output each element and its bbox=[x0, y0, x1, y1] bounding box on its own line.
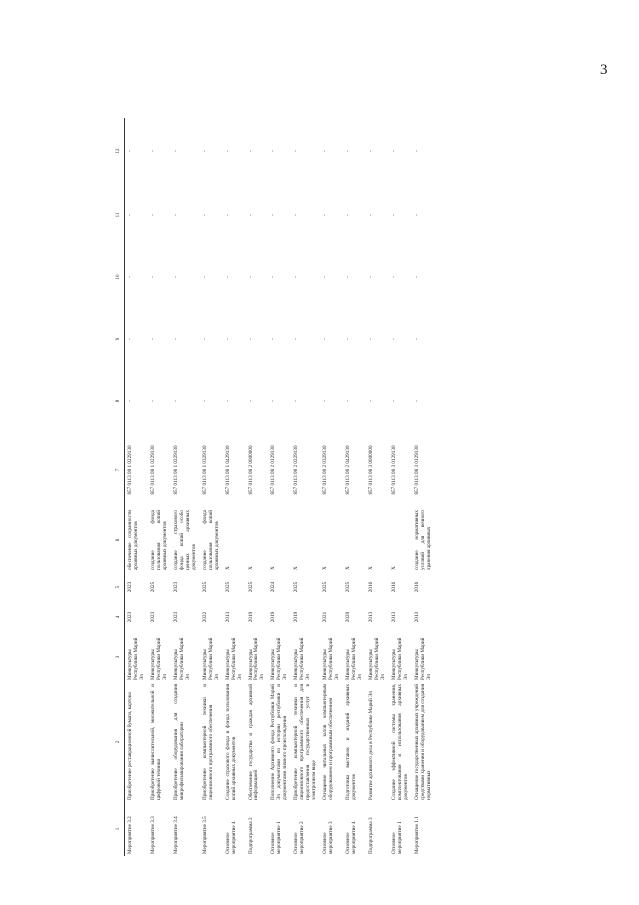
table-row bbox=[291, 118, 320, 856]
result-cell: X bbox=[368, 566, 374, 570]
column-header: 12 bbox=[114, 118, 125, 184]
budget-code-cell: 857 0113 08 2 0329130 bbox=[322, 445, 329, 495]
table-row bbox=[125, 118, 148, 856]
value-cell: - bbox=[322, 400, 329, 402]
value-cell: - bbox=[368, 276, 374, 278]
value-cell: - bbox=[127, 150, 133, 152]
responsible-cell: Минкультуры Республики Марий Эл bbox=[270, 637, 289, 680]
budget-code-cell: 857 0113 08 2 0429130 bbox=[345, 445, 352, 495]
value-cell: - bbox=[368, 150, 374, 152]
budget-code-cell: 857 0113 08 2 0000000 bbox=[247, 445, 254, 495]
value-cell: - bbox=[413, 338, 420, 340]
row-name-cell: Приобретение оборудования для создания микрофильмирования лаборатории bbox=[172, 684, 185, 800]
row-name-cell: Приобретение реставрационной бумаги, картона bbox=[127, 692, 133, 800]
value-cell: - bbox=[224, 150, 231, 152]
budget-code-cell: 857 0113 08 1 0229130 bbox=[127, 445, 133, 495]
value-cell: - bbox=[224, 400, 231, 402]
value-cell: - bbox=[172, 276, 179, 278]
result-cell: создание нормативных условий для вечного хранения архивных bbox=[413, 510, 432, 570]
start-year-cell: 2022 bbox=[201, 611, 208, 623]
result-cell: X bbox=[224, 566, 231, 570]
responsible-cell: Минкультуры Республики Марий Эл bbox=[390, 637, 409, 680]
row-code-cell: Мероприятие 1.1 bbox=[413, 816, 420, 854]
column-header: 6 bbox=[114, 508, 125, 572]
column-header: 4 bbox=[114, 602, 125, 632]
end-year-cell: 2025 bbox=[345, 581, 352, 593]
row-code-cell: Мероприятие 3.4 bbox=[172, 816, 179, 854]
table-row bbox=[200, 118, 223, 856]
responsible-cell: Минкультуры Республики Марий Эл bbox=[368, 637, 386, 680]
responsible-cell: Минкультуры Республики Марий Эл bbox=[127, 637, 145, 680]
budget-code-cell: 857 0113 08 3 0000000 bbox=[368, 445, 374, 495]
column-header: 10 bbox=[114, 246, 125, 308]
responsible-cell: Минкультуры Республики Марий Эл bbox=[322, 637, 341, 680]
column-header: 5 bbox=[114, 572, 125, 602]
value-cell: - bbox=[345, 400, 352, 402]
value-cell: - bbox=[172, 400, 179, 402]
row-name-cell: Пополнение Архивного фонда Республики Марий Эл документами по истории республики и документами личного происхождения bbox=[270, 684, 289, 800]
value-cell: - bbox=[322, 150, 329, 152]
value-cell: - bbox=[224, 276, 231, 278]
start-year-cell: 2020 bbox=[345, 611, 352, 623]
row-name-cell: Развитие архивного дела в Республике Марий Эл bbox=[368, 691, 374, 800]
responsible-cell: Минкультуры Республики Марий Эл bbox=[413, 637, 432, 680]
value-cell: - bbox=[224, 214, 231, 216]
value-cell: - bbox=[224, 338, 231, 340]
end-year-cell: 2025 bbox=[201, 581, 208, 593]
value-cell: - bbox=[127, 276, 133, 278]
value-cell: - bbox=[201, 400, 208, 402]
row-code-cell: Основное мероприятие 2 bbox=[293, 821, 306, 854]
result-cell: X bbox=[390, 566, 397, 570]
value-cell: - bbox=[149, 150, 156, 152]
value-cell: - bbox=[270, 276, 277, 278]
result-cell: создание фонда пользования копий архивных документов bbox=[201, 510, 220, 570]
value-cell: - bbox=[270, 400, 277, 402]
rotated-table-container bbox=[114, 118, 558, 856]
value-cell: - bbox=[293, 150, 300, 152]
row-name-cell: Оснащение государственных архивных учреждений средствами хранения и оборудованием для создания нормативных bbox=[413, 684, 432, 800]
value-cell: - bbox=[149, 214, 156, 216]
table-row bbox=[148, 118, 171, 856]
table-row bbox=[389, 118, 412, 856]
value-cell: - bbox=[345, 214, 352, 216]
value-cell: - bbox=[390, 338, 397, 340]
row-code-cell: Основное мероприятие 4 bbox=[345, 821, 358, 854]
row-code-cell: Мероприятие 3.2 bbox=[127, 816, 133, 854]
start-year-cell: 2021 bbox=[322, 611, 329, 623]
end-year-cell: 2025 bbox=[322, 581, 329, 593]
value-cell: - bbox=[201, 150, 208, 152]
start-year-cell: 2013 bbox=[413, 611, 420, 623]
result-cell: создание фонда пользования копий архивных документов bbox=[149, 510, 168, 570]
value-cell: - bbox=[368, 400, 374, 402]
budget-code-cell: 857 0113 08 1 0429130 bbox=[224, 445, 231, 495]
value-cell: - bbox=[293, 338, 300, 340]
row-name-cell: Приобретение вычислительной, множительной и цифровой техники bbox=[149, 684, 162, 800]
column-header: 11 bbox=[114, 184, 125, 246]
row-name-cell: Оснащение читальных залов компьютерным оборудованием и программным обеспечением bbox=[322, 684, 335, 800]
value-cell: - bbox=[322, 276, 329, 278]
value-cell: - bbox=[247, 150, 254, 152]
value-cell: - bbox=[413, 150, 420, 152]
value-cell: - bbox=[390, 150, 397, 152]
table-row bbox=[223, 118, 246, 856]
start-year-cell: 2023 bbox=[172, 611, 179, 623]
row-code-cell: Основное мероприятие 1 bbox=[270, 821, 283, 854]
value-cell: - bbox=[127, 214, 133, 216]
budget-code-cell: 857 0113 08 1 0329130 bbox=[201, 445, 208, 495]
responsible-cell: Минкультуры Республики Марий Эл bbox=[345, 637, 364, 680]
value-cell: - bbox=[345, 276, 352, 278]
result-cell: создание страхового фонда копий особо ценных архивных документов bbox=[172, 510, 197, 570]
value-cell: - bbox=[149, 338, 156, 340]
value-cell: - bbox=[345, 150, 352, 152]
end-year-cell: 2016 bbox=[390, 581, 397, 593]
end-year-cell: 2025 bbox=[149, 581, 156, 593]
column-header: 7 bbox=[114, 432, 125, 508]
row-code-cell: Основное мероприятие 4 bbox=[224, 821, 237, 854]
value-cell: - bbox=[413, 276, 420, 278]
start-year-cell: 2019 bbox=[270, 611, 277, 623]
value-cell: - bbox=[368, 338, 374, 340]
value-cell: - bbox=[201, 338, 208, 340]
row-code-cell: Основное мероприятие 1 bbox=[390, 821, 403, 854]
value-cell: - bbox=[293, 276, 300, 278]
end-year-cell: 2024 bbox=[270, 581, 277, 593]
value-cell: - bbox=[201, 214, 208, 216]
row-name-cell: Подготовка выставок и изданий архивных документов bbox=[345, 684, 358, 800]
table-row bbox=[246, 118, 269, 856]
result-cell: X bbox=[293, 566, 300, 570]
responsible-cell: Минкультуры Республики Марий Эл bbox=[172, 637, 191, 680]
value-cell: - bbox=[172, 338, 179, 340]
header-row bbox=[114, 118, 125, 856]
column-header: 1 bbox=[114, 802, 125, 856]
row-name-cell: Создание страхового фонда и фонда пользования копий архивных документов bbox=[224, 684, 237, 800]
value-cell: - bbox=[247, 276, 254, 278]
end-year-cell: 2023 bbox=[172, 581, 179, 593]
start-year-cell: 2013 bbox=[390, 611, 397, 623]
end-year-cell: 2023 bbox=[127, 581, 133, 593]
budget-code-cell: 857 0113 08 3 0129130 bbox=[390, 445, 397, 495]
value-cell: - bbox=[247, 400, 254, 402]
table-row bbox=[320, 118, 343, 856]
start-year-cell: 2023 bbox=[127, 611, 133, 623]
start-year-cell: 2023 bbox=[149, 611, 156, 623]
value-cell: - bbox=[270, 150, 277, 152]
row-code-cell: Подпрограмма 2 bbox=[247, 817, 254, 854]
row-code-cell: Основное мероприятие 3 bbox=[322, 821, 335, 854]
value-cell: - bbox=[413, 400, 420, 402]
value-cell: - bbox=[172, 214, 179, 216]
value-cell: - bbox=[172, 150, 179, 152]
start-year-cell: 2013 bbox=[224, 611, 231, 623]
column-header: 8 bbox=[114, 370, 125, 432]
responsible-cell: Минкультуры Республики Марий Эл bbox=[201, 637, 220, 680]
result-cell: X bbox=[247, 566, 254, 570]
column-header: 9 bbox=[114, 308, 125, 370]
value-cell: - bbox=[149, 276, 156, 278]
value-cell: - bbox=[127, 400, 133, 402]
end-year-cell: 2016 bbox=[413, 581, 420, 593]
responsible-cell: Минкультуры Республики Марий Эл bbox=[247, 637, 266, 680]
table-row bbox=[366, 118, 389, 856]
column-header: 2 bbox=[114, 682, 125, 802]
budget-code-cell: 857 0113 08 2 0129130 bbox=[270, 445, 277, 495]
budget-code-cell: 857 0113 08 1 0229130 bbox=[172, 445, 179, 495]
row-name-cell: Создание эффективной системы хранения, комплектования и использования архивных документов bbox=[390, 684, 409, 800]
value-cell: - bbox=[368, 214, 374, 216]
budget-code-cell: 857 0113 08 1 0229130 bbox=[149, 445, 156, 495]
value-cell: - bbox=[390, 400, 397, 402]
start-year-cell: 2019 bbox=[293, 611, 300, 623]
start-year-cell: 2013 bbox=[368, 611, 374, 623]
responsible-cell: Минкультуры Республики Марий Эл bbox=[149, 637, 168, 680]
table-row bbox=[343, 118, 366, 856]
value-cell: - bbox=[247, 338, 254, 340]
value-cell: - bbox=[270, 338, 277, 340]
table-row bbox=[268, 118, 291, 856]
result-cell: X bbox=[345, 566, 352, 570]
end-year-cell: 2025 bbox=[293, 581, 300, 593]
value-cell: - bbox=[127, 338, 133, 340]
value-cell: - bbox=[390, 276, 397, 278]
value-cell: - bbox=[390, 214, 397, 216]
result-cell: X bbox=[270, 566, 277, 570]
value-cell: - bbox=[247, 214, 254, 216]
column-header: 3 bbox=[114, 632, 125, 682]
responsible-cell: Минкультуры Республики Марий Эл bbox=[224, 637, 243, 680]
program-table bbox=[114, 118, 435, 856]
row-code-cell: Подпрограмма 3 bbox=[368, 817, 374, 854]
value-cell: - bbox=[413, 214, 420, 216]
value-cell: - bbox=[149, 400, 156, 402]
start-year-cell: 2019 bbox=[247, 611, 254, 623]
value-cell: - bbox=[293, 400, 300, 402]
value-cell: - bbox=[322, 214, 329, 216]
row-name-cell: Обеспечение государства и граждан архивной информацией bbox=[247, 684, 260, 800]
end-year-cell: 2016 bbox=[368, 581, 374, 593]
row-name-cell: Приобретение компьютерной техники и лицензионного программного обеспечения bbox=[201, 684, 214, 800]
responsible-cell: Минкультуры Республики Марий Эл bbox=[293, 637, 312, 680]
row-code-cell: Мероприятие 3.5 bbox=[201, 816, 208, 854]
budget-code-cell: 857 0113 08 2 0229130 bbox=[293, 445, 300, 495]
row-name-cell: Приобретение компьютерной техники и лицензионного программного обеспечения для предоставления государственных услуг в электронном виде bbox=[293, 684, 318, 800]
table-row bbox=[171, 118, 200, 856]
value-cell: - bbox=[345, 338, 352, 340]
result-cell: X bbox=[322, 566, 329, 570]
budget-code-cell: 857 0113 08 3 0129130 bbox=[413, 445, 420, 495]
page-number: 3 bbox=[600, 62, 608, 78]
row-code-cell: Мероприятие 3.3 bbox=[149, 816, 156, 854]
table-row bbox=[412, 118, 435, 856]
value-cell: - bbox=[270, 214, 277, 216]
end-year-cell: 2025 bbox=[247, 581, 254, 593]
end-year-cell: 2025 bbox=[224, 581, 231, 593]
value-cell: - bbox=[322, 338, 329, 340]
value-cell: - bbox=[293, 214, 300, 216]
value-cell: - bbox=[201, 276, 208, 278]
result-cell: обеспечение сохранности архивных документов bbox=[127, 510, 139, 570]
